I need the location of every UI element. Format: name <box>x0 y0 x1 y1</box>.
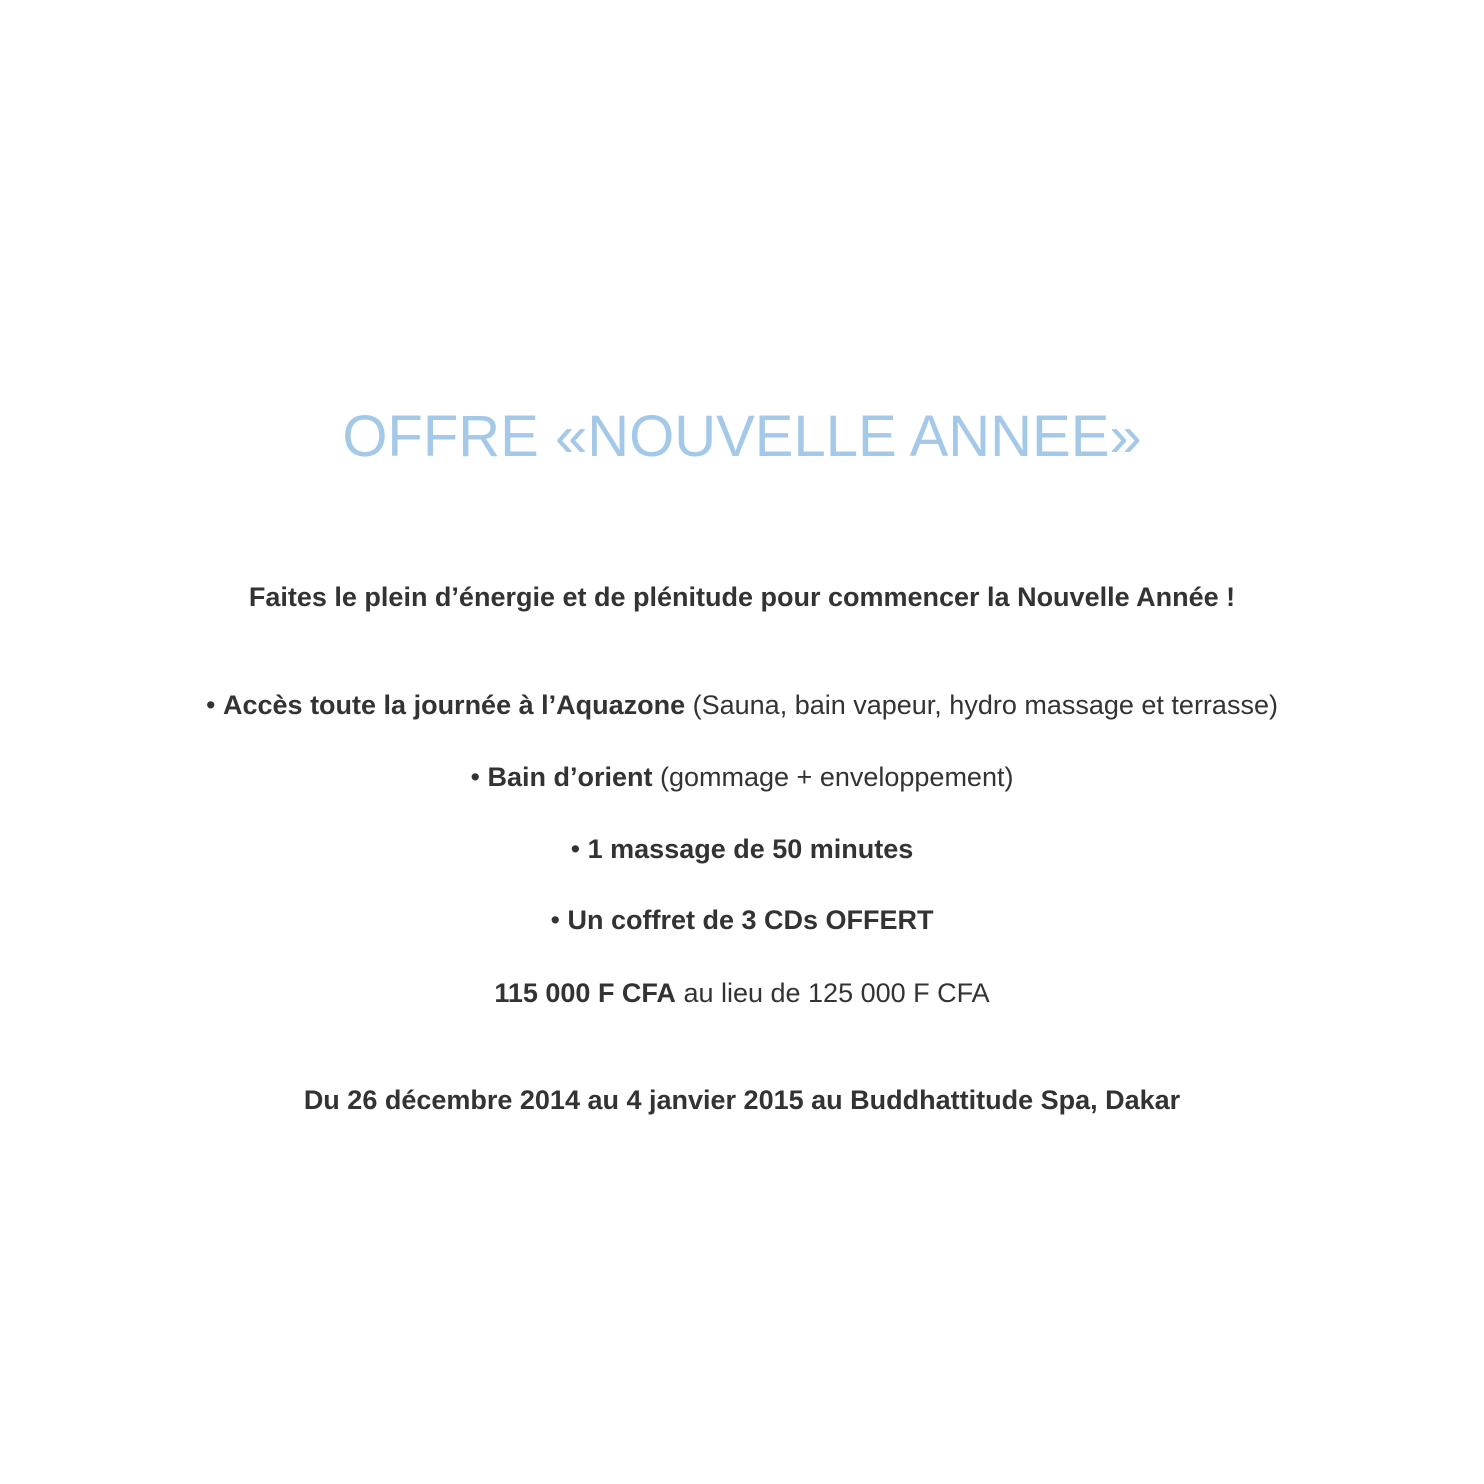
list-item <box>0 692 1484 719</box>
bullet: • <box>550 905 568 935</box>
offer-tagline: Faites le plein d’énergie et de plénitude pour commencer la Nouvelle Année ! <box>248 582 1236 612</box>
item-highlight: Accès toute la journée à l’Aquazone <box>223 690 686 720</box>
offer-price: 115 000 F CFA <box>494 978 676 1008</box>
regular-price: au lieu de 125 000 F CFA <box>675 978 990 1008</box>
item-highlight: Un coffret de 3 CDs OFFERT <box>567 905 934 935</box>
list-item <box>0 764 1484 791</box>
item-detail: (gommage + enveloppement) <box>652 762 1014 792</box>
offer-title: OFFRE «NOUVELLE ANNEE» <box>342 404 1142 469</box>
list-item <box>0 907 1484 934</box>
price-line <box>0 980 1484 1007</box>
bullet: • <box>570 834 588 864</box>
list-item <box>0 836 1484 863</box>
item-highlight: 1 massage de 50 minutes <box>587 834 914 864</box>
bullet: • <box>206 690 223 720</box>
offer-dates: Du 26 décembre 2014 au 4 janvier 2015 au Buddhattitude Spa, Dakar <box>303 1085 1181 1115</box>
bullet: • <box>470 762 488 792</box>
item-highlight: Bain d’orient <box>487 762 653 792</box>
item-detail: (Sauna, bain vapeur, hydro massage et terrasse) <box>685 690 1278 720</box>
